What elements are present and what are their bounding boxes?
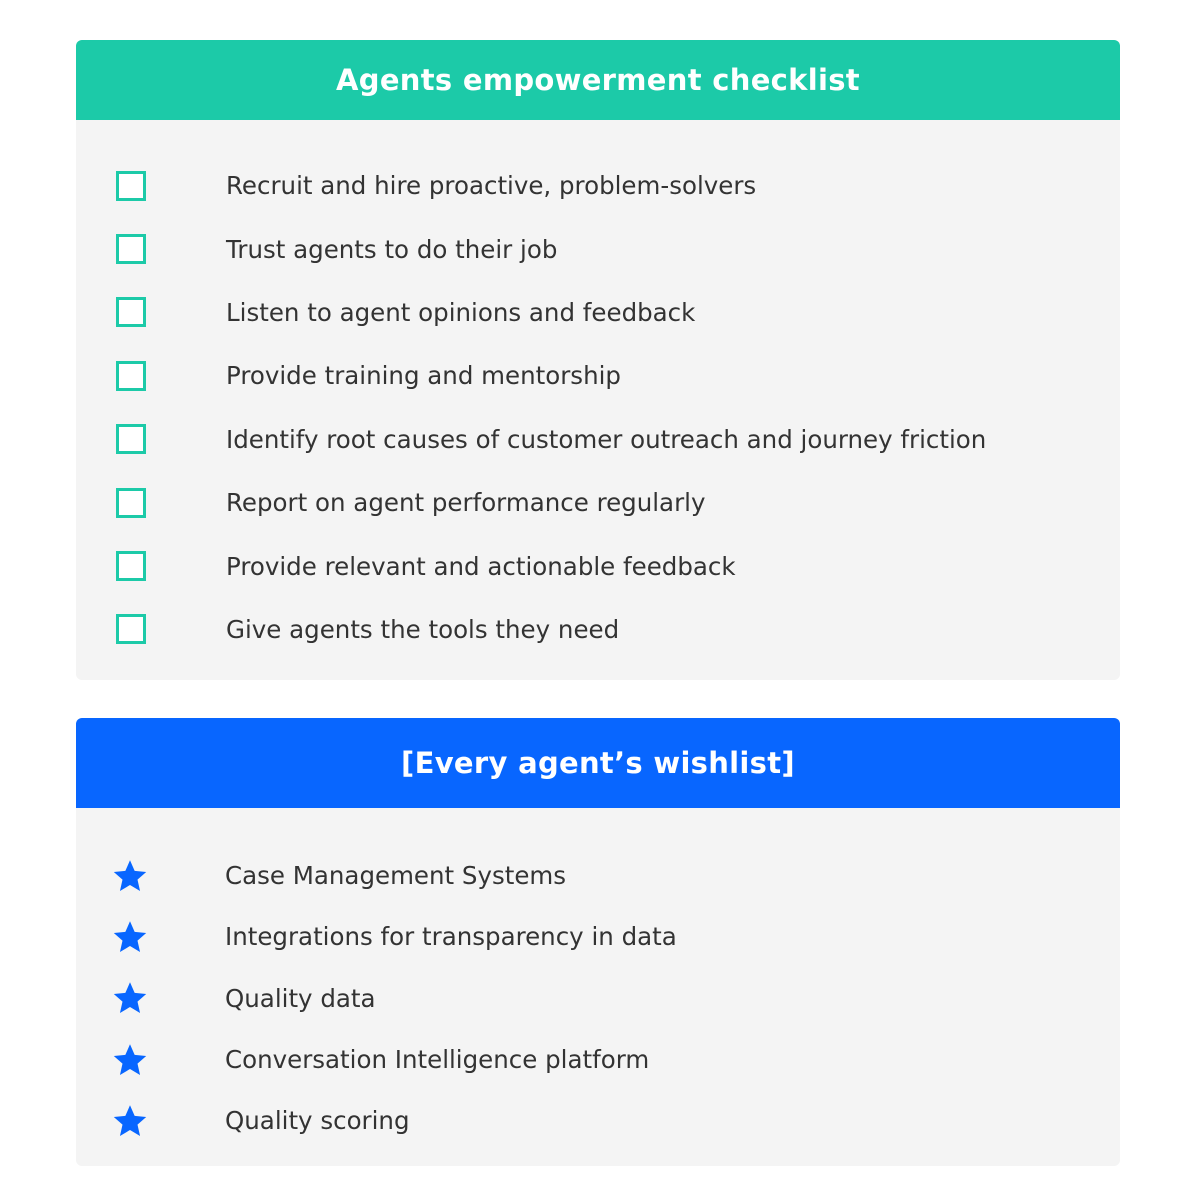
wishlist-title: [Every agent’s wishlist]	[401, 746, 795, 780]
checkbox[interactable]	[116, 551, 146, 581]
wishlist-item	[76, 968, 1120, 1029]
star-icon	[112, 980, 148, 1016]
checklist-item[interactable]	[76, 534, 1120, 597]
checkbox[interactable]	[116, 171, 146, 201]
wishlist-item-label: Quality scoring	[225, 1106, 410, 1136]
checkbox[interactable]	[116, 297, 146, 327]
checkbox[interactable]	[116, 361, 146, 391]
wishlist-item	[76, 1090, 1120, 1151]
checklist-item-label: Provide training and mentorship	[226, 361, 621, 391]
checklist-title: Agents empowerment checklist	[336, 63, 860, 97]
wishlist-item	[76, 906, 1120, 967]
checklist-item-label: Give agents the tools they need	[226, 614, 620, 644]
checklist-item-label: Report on agent performance regularly	[226, 488, 706, 518]
checklist-item-label: Trust agents to do their job	[226, 234, 558, 264]
wishlist-card	[76, 718, 1120, 1166]
star-icon	[112, 919, 148, 955]
star-icon	[112, 1042, 148, 1078]
checkbox[interactable]	[116, 488, 146, 518]
wishlist-items	[76, 808, 1120, 1151]
wishlist-header	[76, 718, 1120, 808]
checklist-item[interactable]	[76, 471, 1120, 534]
checklist-item[interactable]	[76, 281, 1120, 344]
wishlist-item-label: Conversation Intelligence platform	[225, 1045, 650, 1075]
wishlist-item-label: Integrations for transparency in data	[225, 922, 677, 952]
checklist-header	[76, 40, 1120, 120]
wishlist-item	[76, 845, 1120, 906]
checkbox[interactable]	[116, 234, 146, 264]
checklist-item-label: Provide relevant and actionable feedback	[226, 551, 736, 581]
checklist-item-label: Recruit and hire proactive, problem-solvers	[226, 171, 757, 201]
checklist-item-label: Identify root causes of customer outreach and journey friction	[226, 424, 987, 454]
checklist-item-label: Listen to agent opinions and feedback	[226, 297, 696, 327]
checklist-item[interactable]	[76, 598, 1120, 661]
wishlist-item-label: Case Management Systems	[225, 861, 567, 891]
checklist-item[interactable]	[76, 154, 1120, 217]
checklist-card	[76, 40, 1120, 680]
checklist-item[interactable]	[76, 217, 1120, 280]
star-icon	[112, 858, 148, 894]
checklist-item[interactable]	[76, 408, 1120, 471]
wishlist-item-label: Quality data	[225, 983, 376, 1013]
star-icon	[112, 1103, 148, 1139]
checkbox[interactable]	[116, 614, 146, 644]
wishlist-item	[76, 1029, 1120, 1090]
checklist-items	[76, 120, 1120, 661]
checkbox[interactable]	[116, 424, 146, 454]
checklist-item[interactable]	[76, 344, 1120, 407]
